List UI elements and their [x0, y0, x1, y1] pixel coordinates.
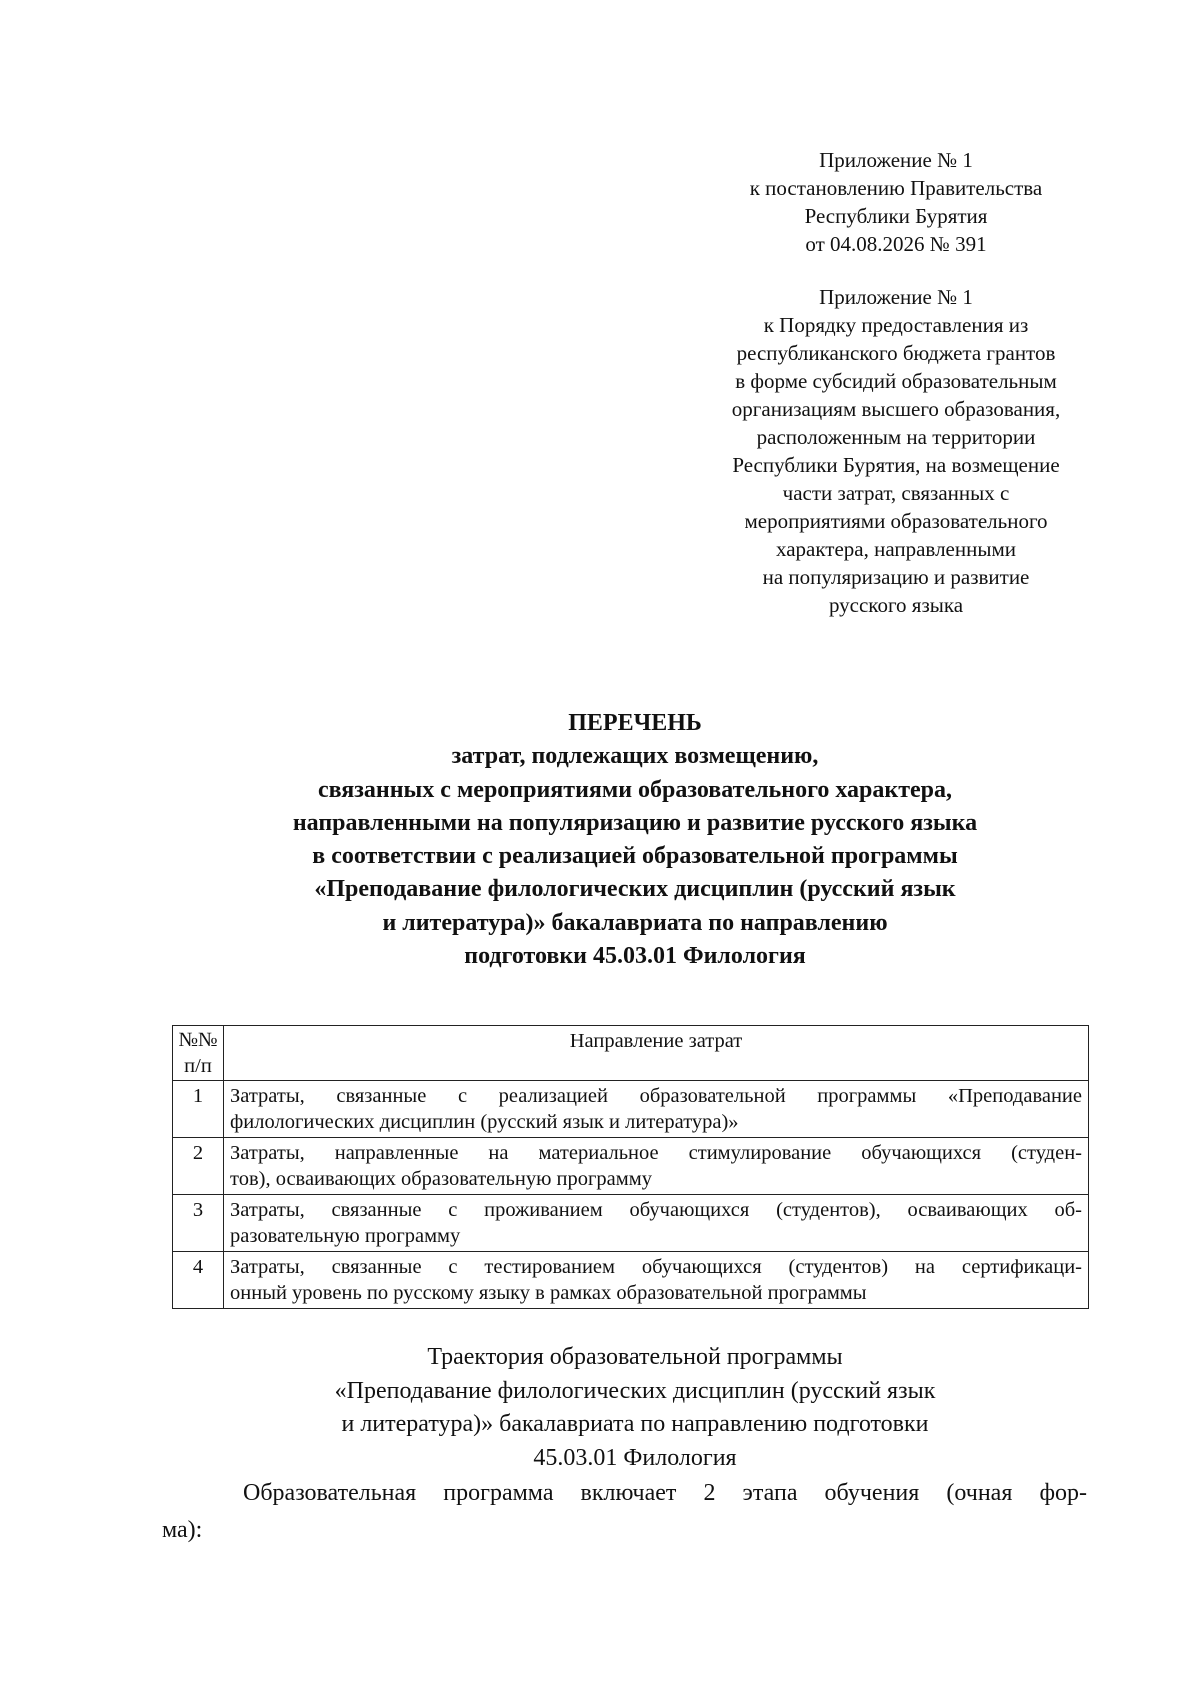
table-row	[173, 1252, 1089, 1309]
title-heading: ПЕРЕЧЕНЬ	[568, 710, 702, 736]
column-header-direction: Направление затрат	[224, 1026, 1089, 1081]
trajectory-line: Траектория образовательной программы	[427, 1344, 843, 1370]
title-line: в соответствии с реализацией образовательной программы	[312, 843, 958, 870]
trajectory-heading	[160, 1341, 1110, 1475]
title-line: подготовки 45.03.01 Филология	[464, 943, 806, 970]
appendix-line: к Порядку предоставления из	[763, 313, 1029, 337]
trajectory-line: и литература)» бакалавриата по направлению подготовки	[341, 1411, 929, 1437]
appendix-line: организациям высшего образования,	[731, 397, 1061, 421]
body-paragraph	[162, 1475, 1087, 1549]
description-line: Затраты, связанные с проживанием обучающихся (студентов), осваивающих об-	[230, 1199, 1082, 1221]
appendix-line: от 04.08.2026 № 391	[805, 232, 987, 256]
appendix-line: характера, направленными	[775, 537, 1016, 561]
paragraph-line: Образовательная программа включает 2 этапа обучения (очная фор-	[243, 1480, 1087, 1506]
row-number: 4	[173, 1252, 224, 1309]
document-title	[160, 707, 1110, 973]
appendix-line: Республики Бурятия, на возмещение	[732, 453, 1060, 477]
title-line: направленными на популяризацию и развитие русского языка	[292, 809, 978, 836]
appendix-line: Приложение № 1	[819, 148, 973, 172]
title-line: «Преподавание филологических дисциплин (русский язык	[314, 876, 956, 903]
row-description	[224, 1081, 1089, 1138]
description-line: тов), осваивающих образовательную программу	[230, 1168, 652, 1190]
description-line: Затраты, связанные с реализацией образовательной программы «Преподавание	[230, 1085, 1082, 1107]
appendix-line: Республики Бурятия	[804, 204, 988, 228]
paragraph-line: ма):	[162, 1517, 203, 1543]
description-line: разовательную программу	[230, 1225, 461, 1247]
row-description	[224, 1138, 1089, 1195]
row-number: 3	[173, 1195, 224, 1252]
table-header-row	[173, 1026, 1089, 1081]
row-description	[224, 1195, 1089, 1252]
table-row	[173, 1195, 1089, 1252]
description-line: Затраты, направленные на материальное стимулирование обучающихся (студен-	[230, 1142, 1082, 1164]
appendix-line: расположенным на территории	[756, 425, 1036, 449]
column-header-number	[173, 1026, 224, 1081]
row-number: 2	[173, 1138, 224, 1195]
title-line: и литература)» бакалавриата по направлению	[382, 909, 888, 936]
costs-table	[172, 1025, 1089, 1309]
table-row	[173, 1138, 1089, 1195]
trajectory-line: 45.03.01 Филология	[533, 1444, 737, 1471]
title-line: затрат, подлежащих возмещению,	[451, 743, 819, 770]
appendix-header-resolution	[700, 146, 1092, 258]
appendix-line: к постановлению Правительства	[749, 176, 1043, 200]
appendix-line: Приложение № 1	[819, 285, 973, 309]
table-row	[173, 1081, 1089, 1138]
title-line: связанных с мероприятиями образовательного характера,	[317, 776, 953, 803]
description-line: онный уровень по русскому языку в рамках образовательной программы	[230, 1282, 867, 1304]
appendix-line: на популяризацию и развитие	[762, 565, 1030, 589]
appendix-line: в форме субсидий образовательным	[735, 369, 1057, 393]
header-number-line: №№	[178, 1029, 218, 1051]
appendix-line: части затрат, связанных с	[782, 481, 1010, 505]
trajectory-line: «Преподавание филологических дисциплин (русский язык	[334, 1377, 936, 1404]
header-number-line: п/п	[184, 1055, 212, 1077]
row-description	[224, 1252, 1089, 1309]
appendix-line: мероприятиями образовательного	[744, 509, 1048, 533]
appendix-line: республиканского бюджета грантов	[736, 341, 1056, 365]
row-number: 1	[173, 1081, 224, 1138]
description-line: Затраты, связанные с тестированием обучающихся (студентов) на сертификаци-	[230, 1256, 1082, 1278]
description-line: филологических дисциплин (русский язык и литература)»	[230, 1111, 739, 1133]
appendix-header-procedure	[700, 283, 1092, 619]
appendix-line: русского языка	[828, 593, 964, 617]
